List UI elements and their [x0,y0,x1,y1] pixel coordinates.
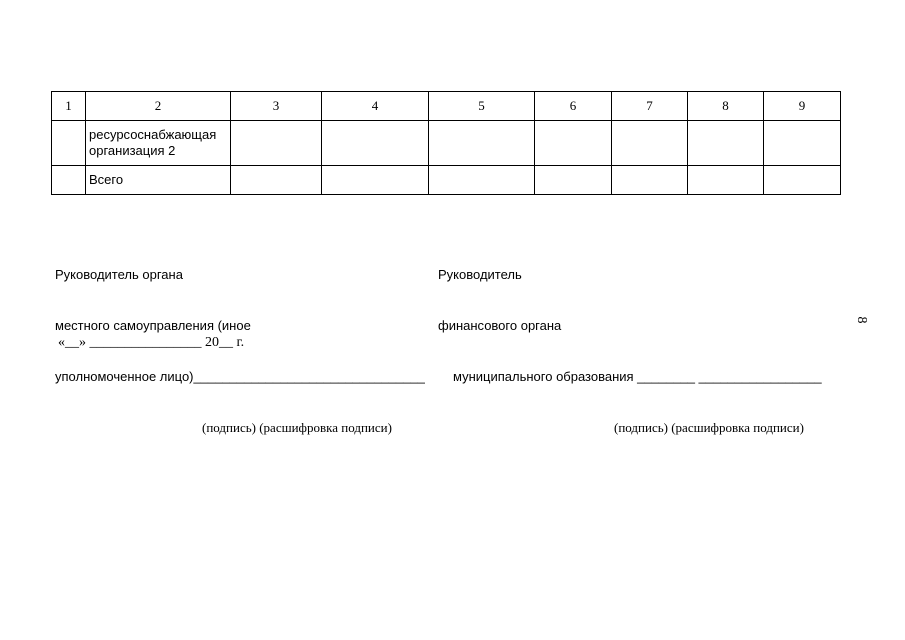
signature-block-left [55,232,425,470]
table-cell [535,121,612,166]
signature-title-line: финансового органа [438,318,562,333]
column-number-6: 6 [535,92,612,121]
table-header-row [52,92,841,121]
column-number-7: 7 [612,92,688,121]
column-number-3: 3 [231,92,322,121]
table-cell [688,121,764,166]
table-row [52,121,841,166]
signature-caption: (подпись) (расшифровка подписи) [202,420,392,435]
column-number-1: 1 [52,92,86,121]
signature-field-line: муниципального образования ________ _________________ [453,369,822,384]
signature-title-line: Руководитель [438,267,522,282]
column-number-4: 4 [322,92,429,121]
table-row [52,166,841,195]
table-cell [429,166,535,195]
table-cell [612,121,688,166]
report-table [51,91,841,195]
signature-caption: (подпись) (расшифровка подписи) [614,420,804,435]
table-cell [52,166,86,195]
table-cell [231,121,322,166]
column-number-5: 5 [429,92,535,121]
row-label-line: организация 2 [89,143,176,158]
table-cell [231,166,322,195]
signature-title-line: Руководитель органа [55,267,183,282]
table-cell [688,166,764,195]
table-cell [764,121,841,166]
column-number-8: 8 [688,92,764,121]
page-number: 8 [854,316,869,324]
table-cell [764,166,841,195]
date-line: «__» ________________ 20__ г. [58,335,245,350]
signature-title-line: местного самоуправления (иное [55,318,251,333]
row-label-cell [86,166,231,195]
table-cell [535,166,612,195]
table-cell [322,121,429,166]
signature-field-line: уполномоченное лицо)________________________________ [55,369,425,384]
table-cell [429,121,535,166]
column-number-2: 2 [86,92,231,121]
column-number-9: 9 [764,92,841,121]
table-cell [322,166,429,195]
table-cell [52,121,86,166]
row-label-cell [86,121,231,166]
table-cell [612,166,688,195]
row-label-line: Всего [89,172,124,187]
signature-block-right [438,232,822,470]
row-label-line: ресурсоснабжающая [89,127,217,142]
